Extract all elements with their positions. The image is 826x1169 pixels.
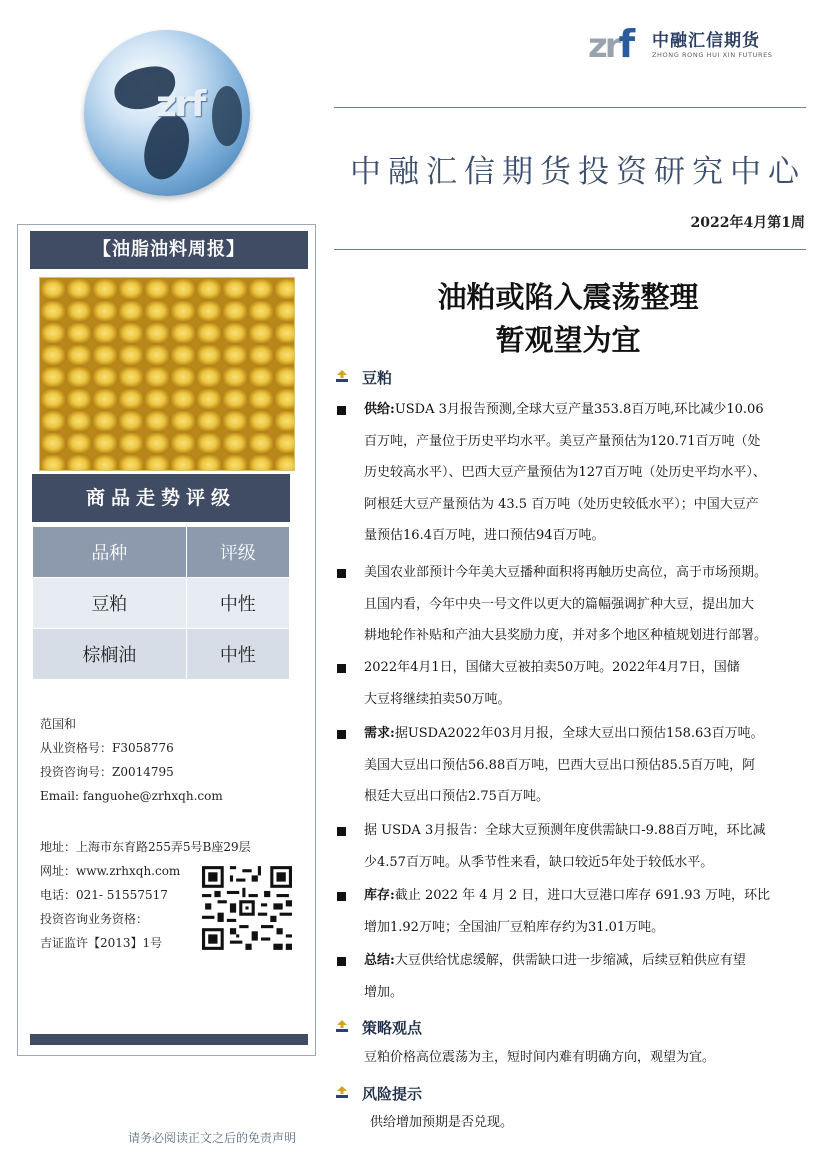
report-title-line1: 油粕或陷入震荡整理: [437, 280, 699, 314]
contact-license: 吉证监许【2013】1号: [40, 936, 163, 950]
table-row: [33, 629, 290, 680]
bullet-square-icon: [336, 955, 350, 969]
analyst-email[interactable]: Email: fanguohe@zrhxqh.com: [40, 789, 223, 803]
table-row: [33, 578, 290, 629]
bullet-square-icon: [336, 404, 350, 418]
bullet-line: 据USDA2022年03月月报，全球大豆出口预估158.63百万吨。: [394, 726, 764, 741]
bullet-label: 需求:: [364, 726, 395, 741]
bullet-square-icon: [336, 890, 350, 904]
bullet-line: 且国内看，今年中央一号文件以更大的篇幅强调扩种大豆，提出加大: [364, 596, 755, 612]
research-center-title: 中融汇信期货投资研究中心: [350, 154, 806, 190]
bullet-inventory: [364, 880, 807, 943]
report-date: 2022年4月第1周: [690, 215, 805, 231]
bullet-square-icon: [336, 825, 350, 839]
section-arrow-icon: [335, 1085, 349, 1099]
rating-header-commodity: 品种: [33, 527, 187, 578]
analyst-info: [40, 712, 223, 808]
header-rule-top: [334, 107, 806, 108]
bullet-line: 历史较高水平）、巴西大豆产量预估为127百万吨（处历史平均水平）、: [364, 465, 766, 480]
section-heading-risk: 风险提示: [362, 1085, 423, 1103]
section-arrow-icon: [335, 369, 349, 383]
globe-logo-text: zrf: [156, 84, 205, 125]
table-cell: 中性: [186, 629, 289, 680]
brand-name-en: ZHONG RONG HUI XIN FUTURES: [652, 51, 773, 59]
table-cell: 棕榈油: [33, 629, 187, 680]
table-cell: 豆粕: [33, 578, 187, 629]
contact-address: 地址：上海市东育路255弄5号B座29层: [40, 840, 251, 854]
bullet-label: 库存:: [364, 888, 395, 903]
bullet-line: 大豆将继续拍卖50万吨。: [364, 691, 511, 707]
contact-website[interactable]: 网址：www.zrhxqh.com: [40, 864, 181, 878]
bullet-line: 百万吨，产量位于历史平均水平。美豆产量预估为120.71百万吨（处: [364, 433, 761, 449]
brand-logo-mark-zr: zr: [588, 26, 619, 66]
rating-table-header: [33, 527, 290, 578]
contact-license-label: 投资咨询业务资格：: [40, 912, 149, 926]
bullet-line: USDA 3月报告预测,全球大豆产量353.8百万吨,环比减少10.06: [394, 402, 764, 417]
report-type-banner: 【油脂油料周报】: [30, 231, 308, 269]
globe-logo: [84, 30, 250, 196]
section-heading-soymeal: 豆粕: [362, 369, 393, 387]
risk-text: 供给增加预期是否兑现。: [370, 1115, 514, 1130]
bullet-square-icon: [336, 567, 350, 581]
bullet-line: 少4.57百万吨。从季节性来看，缺口较近5年处于较低水平。: [364, 854, 714, 870]
rating-table: [32, 526, 290, 680]
bullet-line: 美国大豆出口预估56.88百万吨，巴西大豆出口预估85.5百万吨，阿: [364, 757, 756, 773]
bullet-acreage: [364, 557, 807, 652]
bullet-line: 美国农业部预计今年美大豆播种面积将再触历史高位，高于市场预期。: [364, 565, 768, 580]
header-rule-bottom: [334, 249, 806, 250]
strategy-text: 豆粕价格高位震荡为主，短时间内难有明确方向，观望为宜。: [364, 1050, 716, 1065]
bullet-line: 截止 2022 年 4 月 2 日，进口大豆港口库存 691.93 万吨，环比: [394, 888, 770, 903]
rating-header-rating: 评级: [186, 527, 289, 578]
report-title: [330, 276, 806, 362]
bullet-line: 增加。: [364, 984, 404, 1000]
qr-code-icon: [202, 866, 292, 950]
brand-name-cn: 中融汇信期货: [652, 31, 760, 51]
bullet-line: 2022年4月1日，国储大豆被拍卖50万吨。2022年4月7日，国储: [364, 660, 740, 675]
bullet-line: 增加1.92万吨；全国油厂豆粕库存约为31.01万吨。: [364, 919, 665, 935]
analyst-advisory-number: 投资咨询号：Z0014795: [40, 765, 174, 779]
report-title-line2: 暂观望为宜: [495, 323, 641, 357]
brand-logo-mark-f: f: [618, 22, 633, 66]
contact-phone: 电话：021- 51557517: [40, 888, 168, 902]
soybean-image: [39, 277, 295, 471]
rating-title: 商品走势评级: [32, 474, 290, 522]
bullet-line: 量预估16.4百万吨，进口预估94百万吨。: [364, 528, 605, 543]
bullet-line: 耕地轮作补贴和产油大县奖励力度，并对多个地区种植规划进行部署。: [364, 628, 768, 643]
brand-logo-mark: [588, 22, 632, 66]
bullet-auction: [364, 652, 807, 715]
bullet-square-icon: [336, 728, 350, 742]
bullet-square-icon: [336, 662, 350, 676]
disclaimer-note: 请务必阅读正文之后的免责声明: [128, 1131, 297, 1145]
bullet-label: 总结:: [364, 953, 395, 968]
bullet-line: 阿根廷大豆产量预估为 43.5 百万吨（处历史较低水平）；中国大豆产: [364, 496, 759, 512]
bullet-line: 大豆供给忧虑缓解，供需缺口进一步缩减，后续豆粕供应有望: [394, 953, 746, 968]
sidebar-bottom-bar: [30, 1034, 308, 1045]
analyst-cert: 从业资格号：F3058776: [40, 741, 174, 755]
bullet-supply: [364, 394, 807, 552]
globe-continent-africa: [212, 86, 242, 146]
bullet-demand: [364, 718, 807, 813]
section-heading-strategy: 策略观点: [362, 1019, 423, 1037]
bullet-line: 根廷大豆出口预估2.75百万吨。: [364, 789, 549, 804]
bullet-label: 供给:: [364, 402, 395, 417]
bullet-line: 据 USDA 3月报告：全球大豆预测年度供需缺口-9.88百万吨，环比减: [364, 823, 766, 838]
bullet-summary: [364, 945, 807, 1008]
bullet-balance: [364, 815, 807, 878]
analyst-name: 范国和: [40, 717, 77, 731]
table-cell: 中性: [186, 578, 289, 629]
section-arrow-icon: [335, 1019, 349, 1033]
